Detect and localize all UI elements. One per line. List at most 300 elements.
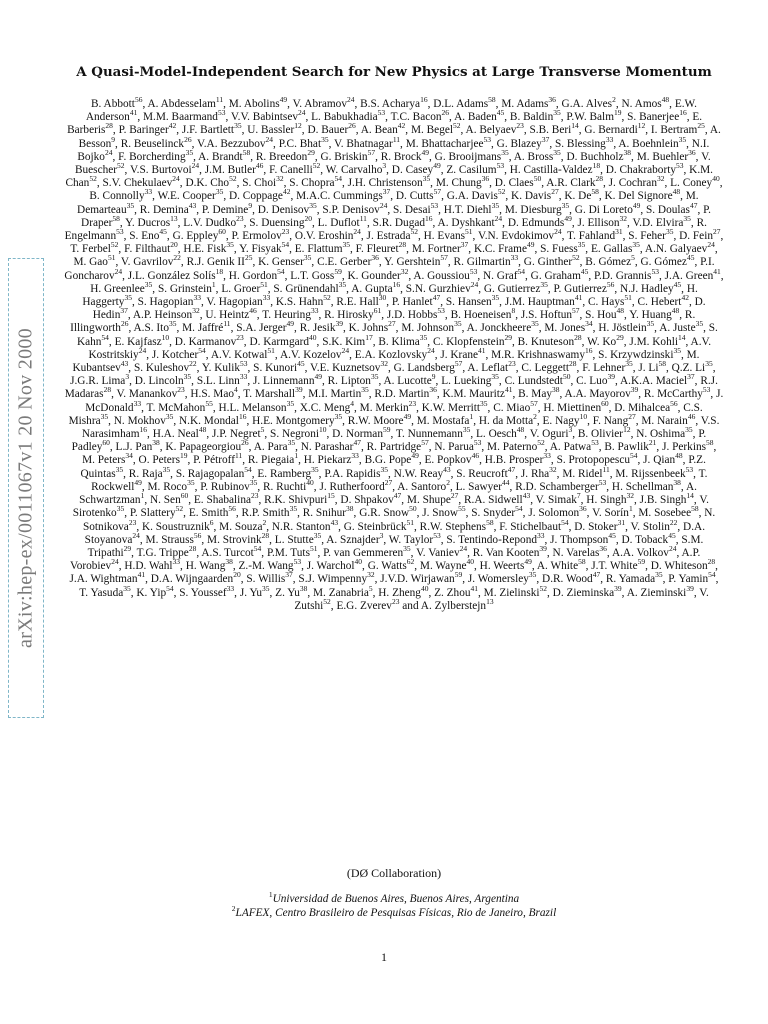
author-name: D.R. Wood [542, 573, 593, 586]
author-name: G. Di Loreto [574, 203, 633, 216]
author-entry [299, 319, 343, 335]
author-affiliation-index: 32 [656, 174, 665, 184]
author-affiliation-index: 35 [126, 200, 135, 210]
author-name: S. Banerjee [627, 111, 680, 124]
author-entry [397, 478, 450, 493]
author-name: J. Ellison [577, 216, 620, 229]
author-name: X.C. Meng [299, 401, 351, 414]
author-entry [435, 174, 490, 190]
author-name: P.W. Balm [566, 111, 614, 124]
author-affiliation-index: 20 [233, 570, 241, 580]
author-name: O. Peters [138, 454, 180, 467]
author-affiliation-index: 48 [661, 95, 670, 105]
author-name: E. Barberis [67, 111, 703, 137]
author-entry [479, 557, 532, 573]
author-name: T. Marshall [243, 388, 296, 401]
author-name: H. Schellman [611, 480, 674, 493]
author-affiliation-index: 1 [140, 491, 145, 501]
author-entry [509, 161, 601, 177]
author-affiliation-index: 59 [454, 570, 463, 580]
author-name: J. Perkins [662, 441, 707, 454]
author-affiliation-index: 56 [228, 504, 236, 514]
author-entry [511, 187, 559, 203]
author-affiliation-index: 16 [238, 412, 247, 422]
author-name: H. Piekarz [303, 454, 352, 467]
author-entry [252, 412, 343, 427]
author-affiliation-index: 57 [572, 306, 580, 316]
author-entry [372, 214, 433, 229]
author-name: N. Parashar [300, 441, 354, 454]
author-affiliation-index: 35 [454, 319, 462, 329]
author-entry [518, 385, 560, 401]
author-name: B.G. Pope [364, 454, 412, 467]
author-affiliation-index: 33 [262, 293, 271, 303]
author-affiliation-index: 26 [348, 121, 356, 131]
author-name: M. Roco [147, 480, 188, 493]
author-affiliation-index: 58 [706, 438, 714, 448]
author-entry [136, 544, 197, 559]
author-affiliation-index: 40 [466, 557, 474, 567]
author-name: A. Goussiou [413, 269, 470, 282]
author-name: S. Kuleshov [133, 362, 190, 375]
author-name: K. Soustruznik [141, 520, 210, 533]
author-name: A. Patwa [549, 441, 592, 454]
author-affiliation-index: 50 [533, 174, 542, 184]
author-entry [326, 530, 384, 546]
author-affiliation-index: 24 [379, 200, 388, 210]
author-entry [174, 332, 244, 348]
author-affiliation-index: 31 [617, 517, 626, 527]
author-entry [455, 478, 510, 493]
author-affiliation-index: 24 [459, 544, 468, 554]
author-name: B.S. Acharya [360, 98, 421, 110]
author-affiliation-index: 3 [379, 530, 384, 540]
author-name: S. Duensing [249, 216, 305, 229]
author-affiliation-index: 22 [173, 253, 181, 263]
author-affiliation-index: 24 [191, 161, 200, 171]
author-name: J.L. González Solís [127, 269, 216, 282]
author-name: L. Duflot [317, 216, 360, 229]
author-affiliation-index: 35 [531, 319, 539, 329]
author-name: D. Shpakov [340, 494, 394, 507]
author-name: T. Yasuda [79, 586, 124, 599]
author-entry [491, 346, 593, 361]
author-affiliation-index: 27 [628, 412, 636, 422]
author-name: M. Zanabria [313, 586, 369, 599]
author-affiliation-index: 3 [382, 161, 387, 171]
author-name: W. Ko [587, 335, 617, 348]
author-affiliation-index: 28 [707, 557, 716, 567]
author-affiliation-index: 35 [685, 425, 693, 435]
author-affiliation-index: 35 [226, 240, 234, 250]
author-name: D. Karmgard [249, 335, 310, 348]
author-name: G.R. Snow [359, 507, 410, 520]
author-name: D.A. Stoyanova [84, 520, 706, 546]
author-affiliation-index: 60 [601, 398, 609, 408]
author-entry [528, 504, 587, 520]
author-name: S.V. Chekulaev [102, 177, 173, 190]
author-affiliation-index: 28 [105, 121, 113, 131]
author-entry [453, 253, 519, 269]
author-name: N. Mokhov [113, 414, 166, 427]
author-name: H. Jöstlein [598, 322, 647, 335]
author-name: H.A. Neal [152, 428, 199, 441]
author-affiliation-index: 42 [681, 293, 689, 303]
author-entry [467, 570, 537, 586]
author-entry [507, 214, 572, 229]
author-affiliation-index: 16 [392, 280, 401, 290]
author-affiliation-index: 52 [229, 174, 237, 184]
author-affiliation-index: 33 [537, 530, 545, 540]
author-entry [473, 240, 535, 256]
author-affiliation-index: 43 [522, 491, 531, 501]
author-entry [483, 266, 526, 282]
author-affiliation-index: 35 [528, 570, 537, 580]
author-name: P.A. Rapidis [324, 467, 381, 480]
author-entry [391, 161, 441, 177]
author-affiliation-index: 54 [244, 464, 252, 474]
author-name: G. Landsberg [393, 362, 455, 375]
author-name: H. Haggerty [82, 282, 698, 309]
author-name: H. Miettinen [543, 401, 602, 414]
author-entry [638, 359, 666, 375]
author-name: H. Gordon [228, 269, 278, 282]
author-name: F. Borcherding [118, 150, 186, 163]
author-name: S.J. Wimpenny [298, 573, 368, 586]
author-entry [445, 293, 500, 309]
author-affiliation-index: 29 [307, 148, 315, 158]
author-name: M. Zielinski [483, 586, 540, 599]
author-name: Z.-M. Wang [238, 560, 294, 573]
author-entry [644, 240, 715, 256]
author-affiliation-index: 35 [289, 504, 298, 514]
author-affiliation-index: 52 [572, 253, 580, 263]
author-name: D. Karmanov [174, 335, 237, 348]
author-affiliation-index: 35 [115, 464, 124, 474]
author-name: S. Grinstein [157, 282, 212, 295]
author-affiliation-index: 35 [168, 319, 177, 329]
author-affiliation-index: 56 [606, 280, 615, 290]
author-affiliation-index: 31 [615, 227, 623, 237]
author-name: A.V. Kozelov [279, 348, 342, 361]
author-affiliation-index: 48 [672, 187, 681, 197]
author-affiliation-index: 41 [137, 570, 146, 580]
author-affiliation-index: 38 [225, 557, 233, 567]
author-affiliation-index: 35 [313, 530, 322, 540]
author-name: P. Slattery [129, 507, 176, 520]
author-affiliation-index: 35 [165, 412, 174, 422]
author-name: S. Doulas [646, 203, 690, 216]
author-name: M. Rijssenbeek [615, 467, 686, 480]
author-name: A.V. Kotwal [210, 348, 268, 361]
author-affiliation-index: 35 [577, 240, 586, 250]
author-affiliation-index: 57 [367, 148, 376, 158]
author-name: A. Leflat [467, 362, 509, 375]
author-name: D. Whiteson [650, 560, 708, 573]
author-name: E. Shabalina [193, 494, 251, 507]
author-name: T. Rockwell [91, 467, 708, 493]
author-entry [354, 346, 435, 361]
author-name: A. Baden [454, 111, 497, 124]
affiliation-item [50, 892, 738, 906]
author-name: A. Bross [513, 150, 554, 163]
author-entry [89, 187, 153, 203]
author-name: M. Wayne [419, 560, 467, 573]
author-affiliation-index: 38 [152, 438, 160, 448]
author-entry [520, 464, 557, 480]
author-name: S. Desai [392, 203, 431, 216]
author-affiliation-index: 13 [486, 596, 494, 606]
author-entry [324, 306, 382, 322]
author-name: R. Yamada [605, 573, 656, 586]
author-affiliation-index: 24 [494, 214, 503, 224]
author-entry [118, 148, 194, 163]
author-entry [360, 95, 428, 110]
author-name: N.I. Bojko [77, 137, 710, 163]
author-affiliation-index: 35 [262, 583, 270, 593]
author-affiliation-index: 35 [361, 385, 369, 395]
author-name: T. McMahon [146, 401, 206, 414]
author-affiliation-index: 35 [183, 372, 192, 382]
author-entry [576, 372, 615, 388]
author-affiliation-index: 2 [533, 412, 537, 422]
author-entry [584, 121, 646, 137]
author-entry [574, 517, 626, 533]
author-affiliation-index: 41 [470, 583, 478, 593]
affiliation-item [50, 906, 738, 920]
author-name: A. Zieminski [626, 586, 687, 599]
author-affiliation-index: 17 [365, 332, 373, 342]
author-name: A. Jonckheere [466, 322, 532, 335]
author-name: V.E. Kuznetsov [310, 362, 381, 375]
author-name: M. Jones [544, 322, 586, 335]
author-affiliation-index: 49 [421, 148, 430, 158]
author-affiliation-index: 28 [103, 385, 112, 395]
author-affiliation-index: 29 [504, 332, 512, 342]
author-affiliation-index: 26 [241, 438, 249, 448]
author-name: J.D. Hobbs [386, 309, 438, 322]
author-affiliation-index: 24 [346, 95, 355, 105]
author-name: V.V. Babintsev [230, 111, 298, 124]
author-name: J.M. Hauptman [504, 296, 575, 309]
author-name: K. De [564, 190, 592, 203]
author-entry [308, 385, 369, 401]
author-name: L. Sawyer [455, 480, 503, 493]
author-entry [253, 359, 305, 375]
author-name: F. Lehner [582, 362, 626, 375]
author-name: M.A.C. Cummings [296, 190, 383, 203]
author-name: S.N. Gurzhiev [405, 282, 471, 295]
author-affiliation-index: 35 [234, 121, 242, 131]
author-name: J. Warchol [306, 560, 355, 573]
author-affiliation-index: 2 [612, 95, 616, 105]
author-affiliation-index: 16 [425, 214, 433, 224]
author-name: M. Strauss [145, 533, 194, 546]
author-affiliation-index: 3 [125, 372, 130, 382]
author-entry [615, 464, 694, 480]
author-entry [127, 266, 224, 282]
author-name: H.E. Fisk [183, 243, 227, 256]
author-affiliation-index: 23 [281, 227, 290, 237]
author-affiliation-index: 11 [392, 134, 401, 144]
author-affiliation-index: 5 [368, 583, 373, 593]
author-affiliation-index: 39 [335, 319, 343, 329]
author-name: V. Manankov [116, 388, 178, 401]
author-entry [440, 346, 486, 361]
author-affiliation-index: 53 [469, 266, 478, 276]
author-name: H.L. Melanson [218, 401, 287, 414]
author-name: P. Ermolov [231, 230, 282, 243]
author-affiliation-index: 53 [651, 266, 659, 276]
author-name: R. Van Kooten [472, 546, 540, 559]
author-name: A.S. Turcot [201, 546, 254, 559]
author-name: D. Claes [494, 177, 534, 190]
author-name: M.R. Krishnaswamy [491, 348, 585, 361]
author-affiliation-index: 48 [675, 451, 683, 461]
author-entry [82, 451, 133, 467]
author-affiliation-index: 35 [665, 227, 674, 237]
author-affiliation-index: 54 [561, 517, 569, 527]
author-entry [434, 583, 478, 599]
author-name: A.P. Vorobiev [70, 546, 701, 573]
author-name: L. Oesch [476, 428, 517, 441]
author-name: R. McCarthy [643, 388, 703, 401]
author-entry [391, 293, 441, 309]
author-affiliation-index: 45 [580, 266, 589, 276]
author-affiliation-index: 51 [406, 517, 414, 527]
author-affiliation-index: 2 [262, 517, 267, 527]
author-entry [271, 517, 339, 533]
author-entry [402, 596, 494, 612]
author-affiliation-index: 35 [419, 332, 428, 342]
author-affiliation-index: 33 [510, 253, 519, 263]
author-name: R.W. Moore [347, 414, 404, 427]
author-affiliation-index: 47 [393, 491, 402, 501]
author-entry [388, 530, 441, 546]
author-entry [501, 95, 556, 110]
author-entry [484, 451, 551, 467]
author-entry [323, 544, 411, 559]
author-name: B. Pawlik [604, 441, 649, 454]
author-affiliation-index: 32 [619, 214, 628, 224]
author-affiliation-index: 49 [526, 240, 535, 250]
author-name: D. Fein [679, 230, 713, 243]
author-entry [424, 451, 480, 467]
author-name: H. Zheng [378, 586, 421, 599]
collaboration-name: (DØ Collaboration) [346, 866, 442, 880]
author-affiliation-index: 53 [217, 108, 226, 118]
author-entry [125, 214, 178, 229]
author-entry [278, 134, 329, 150]
author-entry [120, 134, 192, 150]
author-entry [614, 398, 678, 414]
author-name: J.M. Butler [204, 164, 256, 177]
author-affiliation-index: 47 [689, 200, 698, 210]
author-affiliation-index: 27 [450, 491, 459, 501]
author-affiliation-index: 58 [242, 148, 251, 158]
author-entry [124, 557, 181, 573]
author-entry [120, 253, 181, 269]
author-name: M. Jaffré [182, 322, 224, 335]
author-affiliation-index: 58 [658, 359, 666, 369]
author-name: P. Hanlet [391, 296, 433, 309]
author-entry [598, 319, 655, 335]
author-affiliation-index: 35 [249, 478, 258, 488]
author-affiliation-index: 52 [323, 596, 331, 606]
author-name: M.M. Baarmand [142, 111, 218, 124]
author-name: J. McDonald [85, 388, 724, 414]
author-name: D. Chakraborty [605, 164, 676, 177]
author-entry [636, 425, 693, 441]
author-name: N.R. Stanton [271, 520, 331, 533]
author-entry [241, 504, 298, 520]
author-affiliation-index: 14 [686, 491, 694, 501]
author-entry [523, 253, 580, 269]
author-name: N.W. Reay [393, 467, 444, 480]
author-entry [554, 134, 614, 150]
author-entry [364, 451, 419, 467]
author-affiliation-index: 51 [465, 227, 473, 237]
author-name: H.B. Prosper [484, 454, 544, 467]
author-entry [196, 372, 248, 388]
author-affiliation-index: 1 [469, 412, 474, 422]
author-affiliation-index: 53 [676, 161, 684, 171]
author-affiliation-index: 12 [637, 121, 646, 131]
author-affiliation-index: 19 [179, 451, 188, 461]
author-entry [605, 161, 684, 177]
author-name: M. Abolins [228, 98, 280, 110]
author-affiliation-index: 2 [446, 478, 450, 488]
author-entry [228, 187, 291, 203]
author-name: M. Fortner [411, 243, 461, 256]
author-name: J. Yu [239, 586, 263, 599]
author-name: V.S. Burtovoi [129, 164, 192, 177]
author-name: A. Sznajder [326, 533, 380, 546]
author-entry [629, 306, 680, 322]
author-entry [242, 174, 284, 190]
author-entry [185, 174, 237, 190]
author-name: T. Heuring [262, 309, 311, 322]
author-affiliation-index: 25 [244, 253, 253, 263]
author-affiliation-index: 37 [120, 306, 128, 316]
author-name: K. Papageorgiou [165, 441, 242, 454]
author-name: H. Greenlee [90, 282, 145, 295]
author-affiliation-index: 53 [598, 478, 607, 488]
author-affiliation-index: 35 [334, 412, 343, 422]
author-name: M. Adams [501, 98, 549, 110]
author-affiliation-index: 54 [253, 544, 262, 554]
author-entry [552, 583, 622, 599]
author-affiliation-index: 60 [218, 227, 226, 237]
author-name: Q.Z. Li [671, 362, 706, 375]
author-affiliation-index: 35 [370, 372, 379, 382]
author-name: S. Fuess [540, 243, 578, 256]
author-entry [442, 385, 513, 401]
author-affiliation-index: 35 [561, 200, 570, 210]
author-entry [266, 544, 318, 559]
author-affiliation-index: 11 [223, 319, 231, 329]
arxiv-identifier-stamp [8, 258, 44, 718]
author-name: A. White [536, 560, 579, 573]
author-name: P. Yamin [668, 573, 709, 586]
author-entry [636, 148, 696, 163]
author-affiliation-index: 35 [100, 412, 109, 422]
author-affiliation-index: 35 [215, 187, 224, 197]
author-name: R. Jesik [299, 322, 336, 335]
author-name: P. van Gemmeren [323, 546, 404, 559]
author-name: J.H. Christenson [347, 177, 423, 190]
author-affiliation-index: 42 [397, 121, 406, 131]
